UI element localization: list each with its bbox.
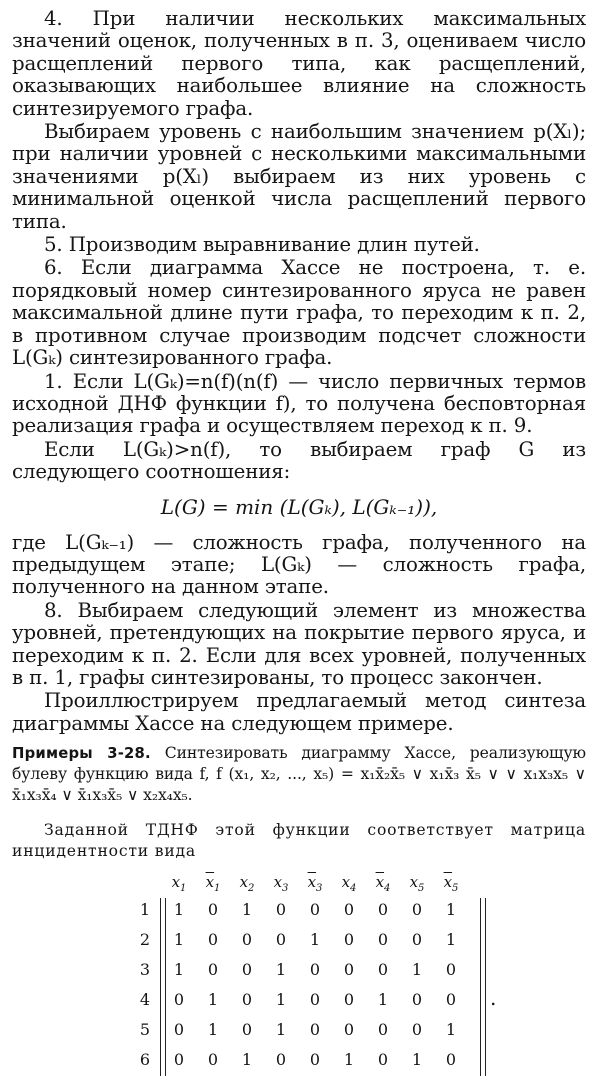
matrix-cell: 1 <box>445 1019 457 1039</box>
matrix-cell: 0 <box>377 959 389 979</box>
incidence-matrix <box>12 868 586 1076</box>
matrix-cell: 0 <box>309 1049 321 1069</box>
matrix-cell: 1 <box>377 989 389 1009</box>
matrix-cell: 0 <box>411 1019 423 1039</box>
matrix-cell: 1 <box>173 929 185 949</box>
matrix-cell: 0 <box>241 929 253 949</box>
matrix-cell: 0 <box>411 899 423 919</box>
matrix-cell: 1 <box>275 989 287 1009</box>
matrix-cell: 0 <box>207 929 219 949</box>
matrix-cell: 0 <box>309 1019 321 1039</box>
matrix-cell: 0 <box>377 899 389 919</box>
matrix-cell: 0 <box>445 989 457 1009</box>
matrix-cell: 1 <box>275 959 287 979</box>
matrix-corner <box>120 868 162 894</box>
column-index: 3 <box>282 883 289 895</box>
matrix-row <box>120 984 468 1014</box>
paragraph-step-4: 4. При наличии нескольких максимальных значений оценок, полученных в п. 3, оцениваем число расщеплений первого типа, как расщеплений, оказывающих наибольшее влияние на сложность синтезируемого графа. <box>12 7 586 120</box>
example-label: Примеры 3-28. <box>12 745 151 763</box>
matrix-column-header <box>264 868 298 894</box>
column-variable: x <box>341 873 351 892</box>
matrix-row <box>120 924 468 954</box>
matrix-row <box>120 954 468 984</box>
matrix-cell: 1 <box>309 929 321 949</box>
matrix-cell: 0 <box>173 989 185 1009</box>
paragraph-step-5: 5. Производим выравнивание длин путей. <box>44 233 480 257</box>
example-block <box>12 743 586 806</box>
column-variable: $\overline{x}$ <box>443 873 453 892</box>
matrix-column-header <box>366 868 400 894</box>
matrix-row <box>120 1014 468 1044</box>
column-variable: $\overline{x}$ <box>307 873 317 892</box>
matrix-column-header <box>230 868 264 894</box>
column-variable: x <box>409 873 419 892</box>
matrix-row-label: 3 <box>139 959 150 979</box>
matrix-cell: 1 <box>173 959 185 979</box>
matrix-column-header <box>162 868 196 894</box>
column-index: 5 <box>418 883 425 895</box>
matrix-cell: 1 <box>173 899 185 919</box>
paragraph-illustrate: Проиллюстрируем предлагаемый метод синтеза диаграммы Хассе на следующем примере. <box>12 689 586 735</box>
matrix-cell: 0 <box>309 959 321 979</box>
matrix-cell: 0 <box>241 959 253 979</box>
matrix-cell: 0 <box>207 1049 219 1069</box>
body-text <box>12 8 586 484</box>
matrix-cell: 0 <box>343 989 355 1009</box>
column-variable: x <box>239 873 249 892</box>
matrix-cell: 1 <box>445 899 457 919</box>
matrix-cell: 0 <box>275 899 287 919</box>
matrix-row-label: 6 <box>139 1049 150 1069</box>
matrix-cell: 0 <box>241 989 253 1009</box>
matrix-cell: 0 <box>343 959 355 979</box>
matrix-cell: 0 <box>207 899 219 919</box>
paragraph-step-8: 8. Выбираем следующий элемент из множества уровней, претендующих на покрытие первого яруса, и переходим к п. 2. Если для всех уровней, полученных в п. 1, графы синтезированы, то процесс закончен. <box>12 598 586 689</box>
paragraph-where: где L(Gₖ₋₁) — сложность графа, полученного на предыдущем этапе; L(Gₖ) — сложность графа, полученного на данном этапе. <box>12 530 586 599</box>
column-variable: $\overline{x}$ <box>205 873 215 892</box>
matrix-cell: 0 <box>445 959 457 979</box>
matrix-cell: 0 <box>445 1049 457 1069</box>
paragraph-choose-graph: Если L(Gₖ)>n(f), то выбираем граф G из следующего соотношения: <box>12 437 586 484</box>
matrix-cell: 1 <box>241 899 253 919</box>
matrix-cell: 0 <box>275 1049 287 1069</box>
column-variable: x <box>171 873 181 892</box>
matrix-cell: 0 <box>411 929 423 949</box>
matrix-cell: 1 <box>411 1049 423 1069</box>
matrix-column-header <box>400 868 434 894</box>
paragraph-step-6: 6. Если диаграмма Хассе не построена, т. е. порядковый номер синтезированного яруса не равен максимальной длине пути графа, то переходим к п. 2, в противном случае производим подсчет сложности L(Gₖ) синтезированного графа. <box>12 256 586 370</box>
column-index: 3 <box>316 883 323 895</box>
body-text-continued <box>12 532 586 736</box>
matrix-header-row <box>120 868 468 894</box>
matrix-cell: 0 <box>275 929 287 949</box>
matrix-cell: 1 <box>411 959 423 979</box>
matrix-cell: 0 <box>343 1019 355 1039</box>
matrix-column-header <box>298 868 332 894</box>
matrix-row-label: 1 <box>139 899 150 919</box>
matrix-right-bracket <box>480 898 486 1076</box>
matrix-cell: 0 <box>377 1049 389 1069</box>
matrix-cell: 1 <box>445 929 457 949</box>
matrix-column-header <box>434 868 468 894</box>
matrix-table <box>120 868 468 1074</box>
matrix-cell: 1 <box>275 1019 287 1039</box>
column-index: 2 <box>248 883 255 895</box>
column-index: 5 <box>452 883 459 895</box>
matrix-column-header <box>332 868 366 894</box>
column-variable: x <box>273 873 283 892</box>
matrix-cell: 0 <box>411 989 423 1009</box>
matrix-cell: 0 <box>343 899 355 919</box>
column-index: 4 <box>350 883 357 895</box>
column-index: 1 <box>214 883 221 895</box>
matrix-cell: 0 <box>309 899 321 919</box>
matrix-cell: 0 <box>241 1019 253 1039</box>
matrix-row-label: 2 <box>139 929 150 949</box>
matrix-closing-period: . <box>490 986 497 1011</box>
matrix-cell: 1 <box>207 1019 219 1039</box>
matrix-row-label: 4 <box>139 989 150 1009</box>
matrix-cell: 1 <box>207 989 219 1009</box>
matrix-left-bracket <box>160 898 166 1076</box>
matrix-cell: 0 <box>207 959 219 979</box>
matrix-intro: Заданной ТДНФ этой функции соответствует матрица инцидентности вида <box>12 821 586 861</box>
matrix-cell: 0 <box>309 989 321 1009</box>
column-index: 4 <box>384 883 391 895</box>
matrix-cell: 1 <box>241 1049 253 1069</box>
matrix-cell: 0 <box>343 929 355 949</box>
complexity-formula: L(G) = min (L(Gₖ), L(Gₖ₋₁)), <box>160 494 438 519</box>
matrix-column-header <box>196 868 230 894</box>
matrix-row-label: 5 <box>139 1019 150 1039</box>
matrix-cell: 1 <box>343 1049 355 1069</box>
matrix-row <box>120 1044 468 1074</box>
matrix-cell: 0 <box>377 1019 389 1039</box>
matrix-cell: 0 <box>173 1049 185 1069</box>
matrix-row <box>120 894 468 924</box>
matrix-cell: 0 <box>377 929 389 949</box>
paragraph-step-7: 1. Если L(Gₖ)=n(f)(n(f) — число первичных термов исходной ДНФ функции f), то получена бесповторная реализация графа и осуществляем переход к п. 9. <box>12 369 586 438</box>
column-variable: $\overline{x}$ <box>375 873 385 892</box>
matrix-cell: 0 <box>173 1019 185 1039</box>
matrix-body <box>120 894 468 1074</box>
example-text: Синтезировать диаграмму Хассе, реализующую булеву функцию вида f, f (x₁, x₂, ..., x₅) = x₁x̄₂x̄₅ ∨ x₁x̄₃ x̄₅ ∨ ∨ x₁x₃x₅ ∨ x̄₁x₃x̄₄ ∨ x̄₁x₃x̄₅ ∨ x₂x₄x₅. <box>12 744 586 805</box>
paragraph-level-choice: Выбираем уровень с наибольшим значением p(Xₗ); при наличии уровней с несколькими максимальными значениями p(Xₗ) выбираем из них уровень с минимальной оценкой числа расщеплений первого типа. <box>12 120 586 233</box>
column-index: 1 <box>180 883 187 895</box>
